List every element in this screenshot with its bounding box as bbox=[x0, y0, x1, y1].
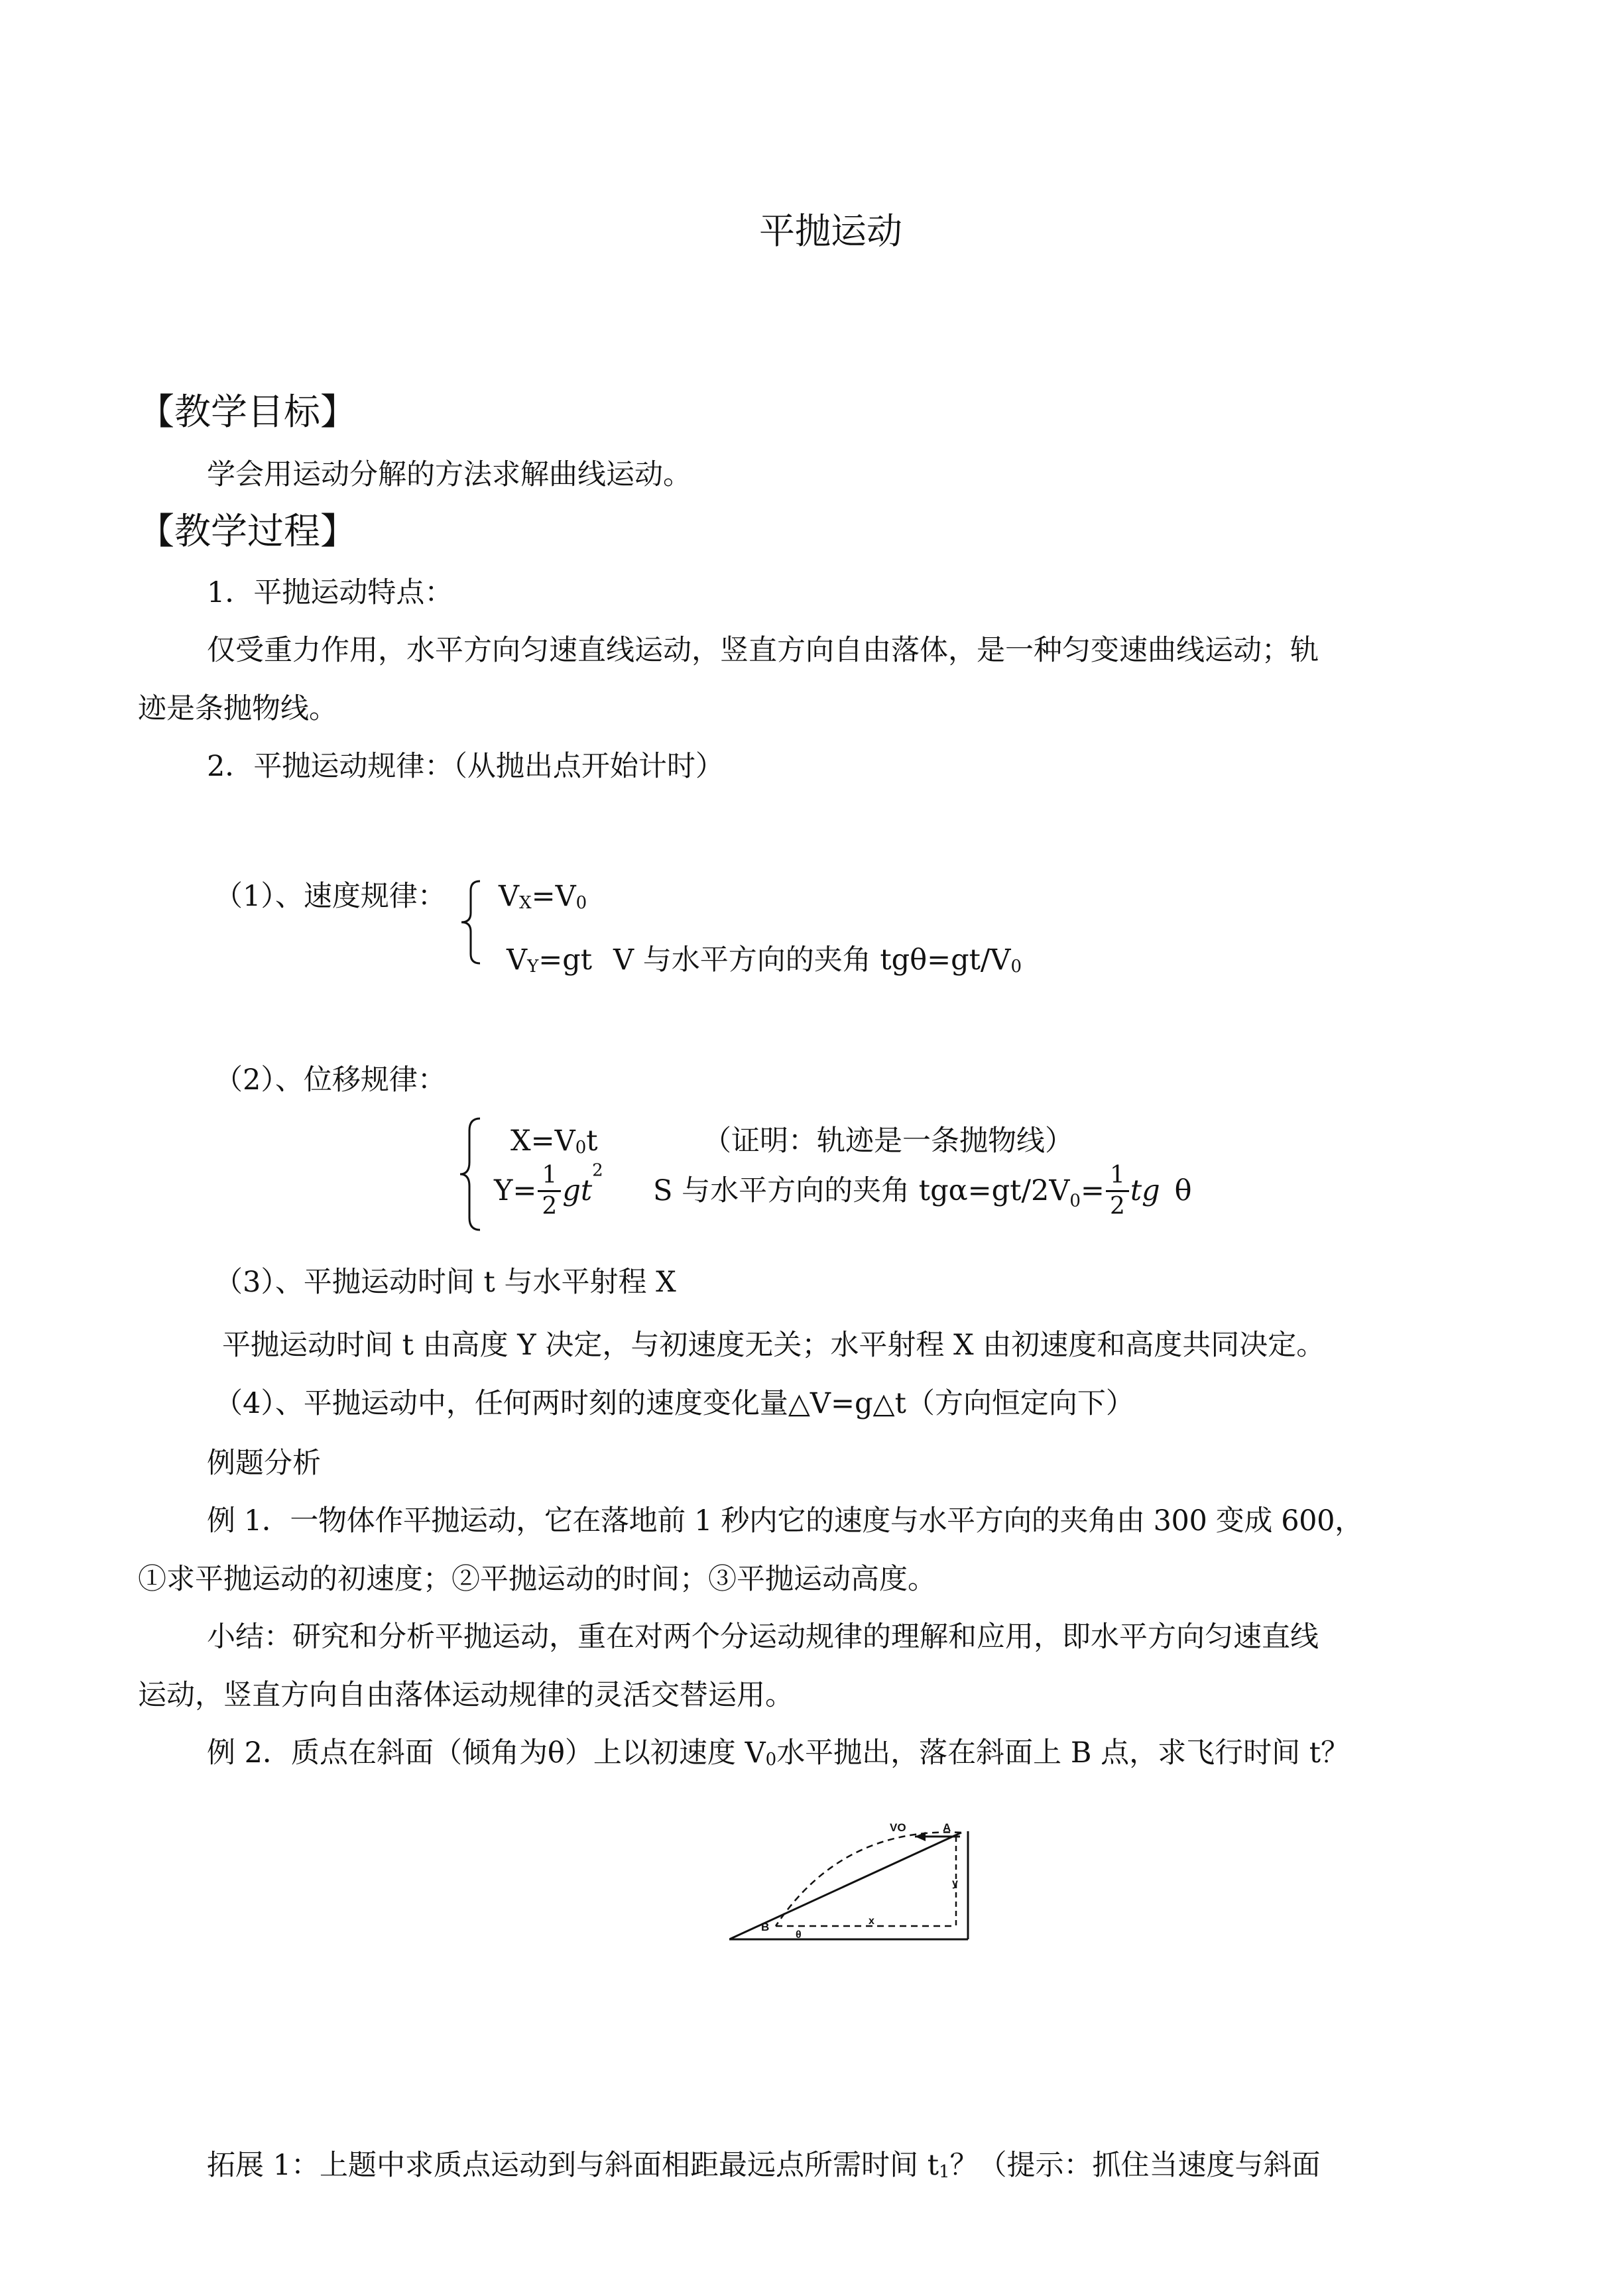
examples-heading: 例题分析 bbox=[207, 1447, 321, 1480]
vx-equation: $V_X=V_0$ bbox=[499, 880, 587, 913]
summary-line2: 运动，竖直方向自由落体运动规律的灵活交替运用。 bbox=[138, 1679, 794, 1712]
label-x: x bbox=[869, 1915, 874, 1927]
point1-text-line2: 迹是条抛物线。 bbox=[138, 692, 337, 725]
label-b: B bbox=[761, 1921, 770, 1933]
label-y: y bbox=[952, 1878, 958, 1889]
label-v0: VO bbox=[890, 1821, 906, 1834]
example1-line1: 例 1．一物体作平抛运动，它在落地前 1 秒内它的速度与水平方向的夹角由 300 变成 600， bbox=[207, 1504, 1363, 1538]
label-theta: θ bbox=[796, 1929, 802, 1941]
arrow-head bbox=[915, 1832, 926, 1841]
example2-text: 例 2．质点在斜面（倾角为θ）上以初速度 $V_0$水平抛出，落在斜面上 B 点，求飞行时间 t？ bbox=[207, 1736, 1350, 1770]
time-range-text: 平抛运动时间 t 由高度 Y 决定，与初速度无关；水平射程 X 由初速度和高度共同决定。 bbox=[222, 1329, 1325, 1362]
velocity-label: （1）、速度规律： bbox=[214, 880, 446, 913]
goals-heading: 【教学目标】 bbox=[138, 391, 357, 433]
displacement-brace bbox=[457, 1116, 484, 1235]
x-equation: $X=V_0t$ bbox=[511, 1124, 598, 1158]
delta-v-text: （4）、平抛运动中，任何两时刻的速度变化量△V=g△t（方向恒定向下） bbox=[214, 1387, 1134, 1420]
velocity-angle: V 与水平方向的夹角 $tg\theta=gt/V_0$ bbox=[613, 943, 1022, 977]
point1-text-line1: 仅受重力作用，水平方向匀速直线运动，竖直方向自由落体，是一种匀变速曲线运动；轨 bbox=[207, 634, 1319, 667]
half-fraction: $\frac{1}{2}$ bbox=[538, 1164, 561, 1219]
point2-heading: 2．平抛运动规律：（从抛出点开始计时） bbox=[207, 750, 724, 783]
half-fraction-2: $\frac{1}{2}$ bbox=[1106, 1164, 1129, 1219]
displacement-label: （2）、位移规律： bbox=[214, 1063, 446, 1097]
goals-text: 学会用运动分解的方法求解曲线运动。 bbox=[207, 458, 691, 491]
point1-heading: 1．平抛运动特点： bbox=[207, 576, 453, 609]
summary-line1: 小结：研究和分析平抛运动，重在对两个分运动规律的理解和应用，即水平方向匀速直线 bbox=[207, 1620, 1319, 1654]
velocity-brace bbox=[457, 878, 484, 968]
proof-note: （证明：轨迹是一条抛物线） bbox=[703, 1124, 1073, 1158]
s-angle-equation: S 与水平方向的夹角 $tg\alpha=gt/2V_0=$ $\frac{1}{2}$ tg θ bbox=[653, 1162, 1192, 1220]
example1-line2: ①求平抛运动的初速度；②平抛运动的时间；③平抛运动高度。 bbox=[138, 1563, 936, 1596]
y-equation: Y= $\frac{1}{2}$ $gt^2$ bbox=[494, 1160, 603, 1220]
page-title: 平抛运动 bbox=[759, 210, 902, 252]
incline-diagram bbox=[729, 1817, 994, 1946]
process-heading: 【教学过程】 bbox=[138, 510, 357, 552]
extension-text: 拓展 1：上题中求质点运动到与斜面相距最远点所需时间 $t_1$？（提示：抓住当速度与斜面 bbox=[207, 2149, 1321, 2182]
label-a: A bbox=[943, 1821, 951, 1834]
vy-equation: $V_Y=gt$ bbox=[507, 943, 593, 977]
time-range-label: （3）、平抛运动时间 t 与水平射程 X bbox=[214, 1266, 676, 1299]
